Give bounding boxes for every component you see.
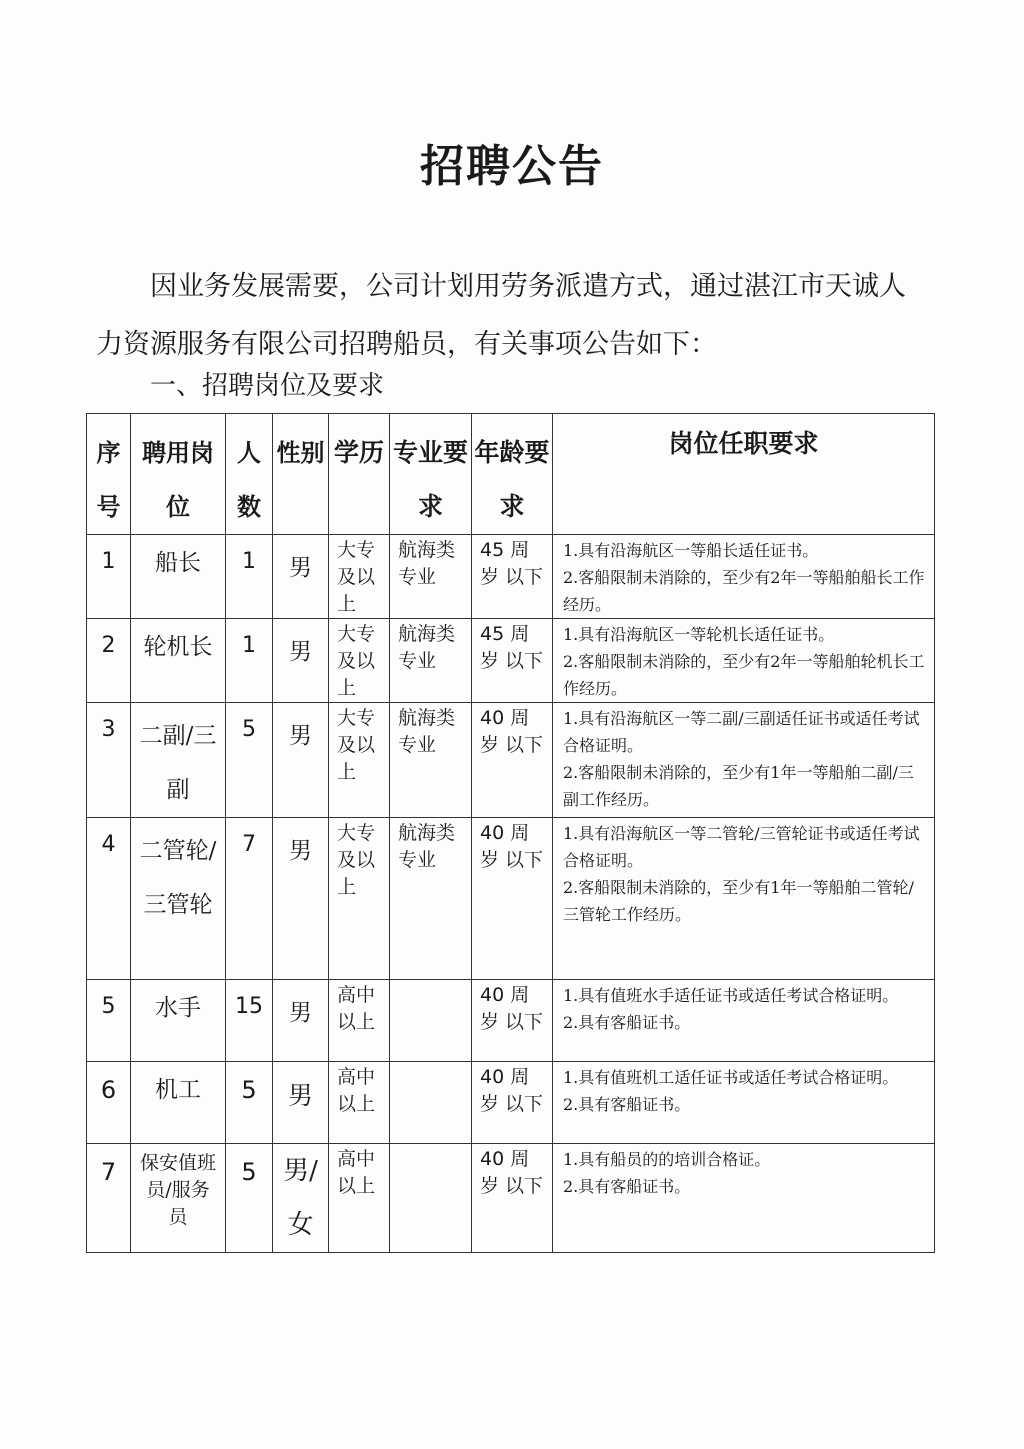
page-title: 招聘公告 — [420, 141, 604, 192]
row-age: 45 周岁 以下 — [472, 535, 553, 619]
row-major: 航海类专业 — [390, 619, 472, 703]
row-sex: 男 — [273, 818, 329, 980]
table-row — [87, 619, 935, 703]
requirement-2: 2.具有客船证书。 — [563, 1013, 691, 1032]
header-sex: 性别 — [273, 414, 329, 535]
requirement-1: 1.具有船员的的培训合格证。 — [563, 1150, 771, 1169]
row-post: 二副/三副 — [131, 703, 226, 818]
row-sex: 男 — [273, 619, 329, 703]
row-count: 1 — [226, 619, 273, 703]
row-edu: 大专及以上 — [329, 619, 390, 703]
row-sex: 男 — [273, 703, 329, 818]
row-age: 40 周岁 以下 — [472, 1144, 553, 1253]
row-count: 15 — [226, 980, 273, 1062]
table-header-row — [87, 414, 935, 535]
row-num: 4 — [87, 818, 131, 980]
header-post: 聘用岗位 — [131, 414, 226, 535]
requirement-2: 2.客船限制未消除的，至少有2年一等船舶船长工作经历。 — [563, 568, 925, 614]
requirement-2: 2.客船限制未消除的，至少有2年一等船舶轮机长工作经历。 — [563, 652, 925, 698]
requirement-1: 1.具有沿海航区一等二副/三副适任证书或适任考试合格证明。 — [563, 709, 920, 755]
row-age: 40 周岁 以下 — [472, 818, 553, 980]
row-sex: 男 — [273, 535, 329, 619]
row-edu: 大专及以上 — [329, 818, 390, 980]
row-num: 2 — [87, 619, 131, 703]
positions-table — [86, 413, 935, 1253]
row-sex: 男 — [273, 980, 329, 1062]
table-row — [87, 1062, 935, 1144]
row-requirements — [553, 1144, 935, 1253]
row-num: 7 — [87, 1144, 131, 1253]
intro-text: 因业务发展需要，公司计划用劳务派遣方式，通过湛江市天诚人力资源服务有限公司招聘船员，有关事项公告如下： — [96, 271, 906, 360]
row-post: 二管轮/三管轮 — [131, 818, 226, 980]
requirement-2: 2.客船限制未消除的，至少有1年一等船舶二管轮/三管轮工作经历。 — [563, 878, 914, 924]
row-post: 机工 — [131, 1062, 226, 1144]
requirement-1: 1.具有沿海航区一等船长适任证书。 — [563, 541, 819, 560]
requirement-2: 2.具有客船证书。 — [563, 1095, 691, 1114]
row-age: 45 周岁 以下 — [472, 619, 553, 703]
row-post: 水手 — [131, 980, 226, 1062]
row-requirements — [553, 1062, 935, 1144]
row-requirements — [553, 818, 935, 980]
row-requirements — [553, 535, 935, 619]
row-edu: 大专及以上 — [329, 535, 390, 619]
row-sex: 男/女 — [273, 1144, 329, 1253]
row-edu: 高中以上 — [329, 1144, 390, 1253]
row-sex: 男 — [273, 1062, 329, 1144]
row-major — [390, 1144, 472, 1253]
table-row — [87, 818, 935, 980]
requirement-2: 2.具有客船证书。 — [563, 1177, 691, 1196]
section-heading: 一、招聘岗位及要求 — [150, 371, 385, 401]
requirement-1: 1.具有沿海航区一等二管轮/三管轮证书或适任考试合格证明。 — [563, 824, 920, 870]
row-major — [390, 980, 472, 1062]
row-count: 1 — [226, 535, 273, 619]
row-major: 航海类专业 — [390, 818, 472, 980]
header-count: 人数 — [226, 414, 273, 535]
intro-paragraph — [96, 258, 926, 374]
header-edu: 学历 — [329, 414, 390, 535]
header-major: 专业要求 — [390, 414, 472, 535]
table-row — [87, 980, 935, 1062]
row-num: 3 — [87, 703, 131, 818]
row-num: 1 — [87, 535, 131, 619]
header-age: 年龄要求 — [472, 414, 553, 535]
row-major — [390, 1062, 472, 1144]
row-num: 6 — [87, 1062, 131, 1144]
row-edu: 高中以上 — [329, 980, 390, 1062]
row-requirements — [553, 980, 935, 1062]
requirement-1: 1.具有值班水手适任证书或适任考试合格证明。 — [563, 986, 899, 1005]
requirement-2: 2.客船限制未消除的，至少有1年一等船舶二副/三副工作经历。 — [563, 763, 914, 809]
row-requirements — [553, 703, 935, 818]
row-num: 5 — [87, 980, 131, 1062]
row-major: 航海类专业 — [390, 703, 472, 818]
row-edu: 高中以上 — [329, 1062, 390, 1144]
row-post: 轮机长 — [131, 619, 226, 703]
row-count: 7 — [226, 818, 273, 980]
row-age: 40 周岁 以下 — [472, 703, 553, 818]
row-post: 船长 — [131, 535, 226, 619]
row-major: 航海类专业 — [390, 535, 472, 619]
row-count: 5 — [226, 1062, 273, 1144]
row-count: 5 — [226, 1144, 273, 1253]
row-age: 40 周岁 以下 — [472, 1062, 553, 1144]
header-req: 岗位任职要求 — [553, 414, 935, 535]
table-row — [87, 703, 935, 818]
requirement-1: 1.具有沿海航区一等轮机长适任证书。 — [563, 625, 835, 644]
table-row — [87, 1144, 935, 1253]
requirement-1: 1.具有值班机工适任证书或适任考试合格证明。 — [563, 1068, 899, 1087]
table-row — [87, 535, 935, 619]
row-edu: 大专及以上 — [329, 703, 390, 818]
row-post: 保安值班员/服务员 — [131, 1144, 226, 1253]
header-num: 序号 — [87, 414, 131, 535]
row-requirements — [553, 619, 935, 703]
row-age: 40 周岁 以下 — [472, 980, 553, 1062]
row-count: 5 — [226, 703, 273, 818]
